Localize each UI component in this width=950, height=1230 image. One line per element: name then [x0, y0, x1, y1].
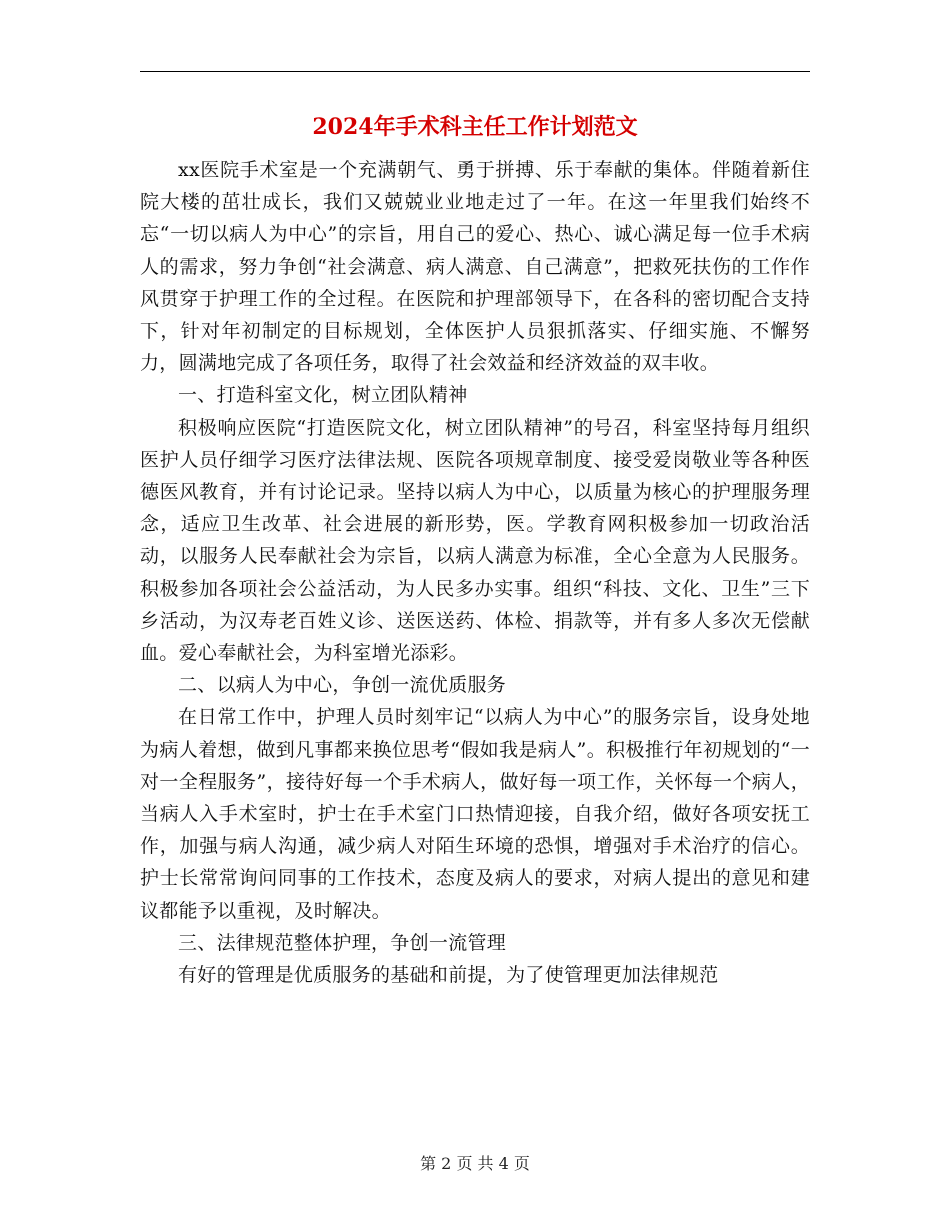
page-number-footer: 第 2 页 共 4 页 [420, 1154, 530, 1173]
section-heading-3: 三、法律规范整体护理，争创一流管理 [178, 931, 507, 954]
section-heading-2: 二、以病人为中心，争创一流优质服务 [178, 674, 507, 697]
document-body [140, 154, 810, 991]
section-2-paragraph: 在日常工作中，护理人员时刻牢记“以病人为中心”的服务宗旨，设身处地为病人着想，做到凡事都来换位思考“假如我是病人”。积极推行年初规划的“一对一全程服务”，接待好每一个手术病人，做好每一项工作，关怀每一个病人，当病人入手术室时，护士在手术室门口热情迎接，自我介绍，做好各项安抚工作，加强与病人沟通，减少病人对陌生环境的恐惧，增强对手术治疗的信心。护士长常常询问同事的工作技术，态度及病人的要求，对病人提出的意见和建议都能予以重视，及时解决。 [140, 706, 810, 922]
header-rule [140, 71, 810, 72]
intro-paragraph: xx医院手术室是一个充满朝气、勇于拼搏、乐于奉献的集体。伴随着新住院大楼的茁壮成长，我们又兢兢业业地走过了一年。在这一年里我们始终不忘“一切以病人为中心”的宗旨，用自己的爱心、热心、诚心满足每一位手术病人的需求，努力争创“社会满意、病人满意、自己满意”，把救死扶伤的工作作风贯穿于护理工作的全过程。在医院和护理部领导下，在各科的密切配合支持下，针对年初制定的目标规划，全体医护人员狠抓落实、仔细实施、不懈努力，圆满地完成了各项任务，取得了社会效益和经济效益的双丰收。 [140, 159, 810, 375]
document-title: 2024年手术科主任工作计划范文 [312, 114, 638, 140]
section-1-paragraph: 积极响应医院“打造医院文化，树立团队精神”的号召，科室坚持每月组织医护人员仔细学习医疗法律法规、医院各项规章制度、接受爱岗敬业等各种医德医风教育，并有讨论记录。坚持以病人为中心，以质量为核心的护理服务理念，适应卫生改革、社会进展的新形势，医。学教育网积极参加一切政治活动，以服务人民奉献社会为宗旨，以病人满意为标准，全心全意为人民服务。积极参加各项社会公益活动，为人民多办实事。组织“科技、文化、卫生”三下乡活动，为汉寿老百姓义诊、送医送药、体检、捐款等，并有多人多次无偿献血。爱心奉献社会，为科室增光添彩。 [140, 416, 810, 665]
section-3-paragraph: 有好的管理是优质服务的基础和前提，为了使管理更加法律规范 [178, 964, 719, 987]
section-heading-1: 一、打造科室文化，树立团队精神 [178, 384, 468, 407]
